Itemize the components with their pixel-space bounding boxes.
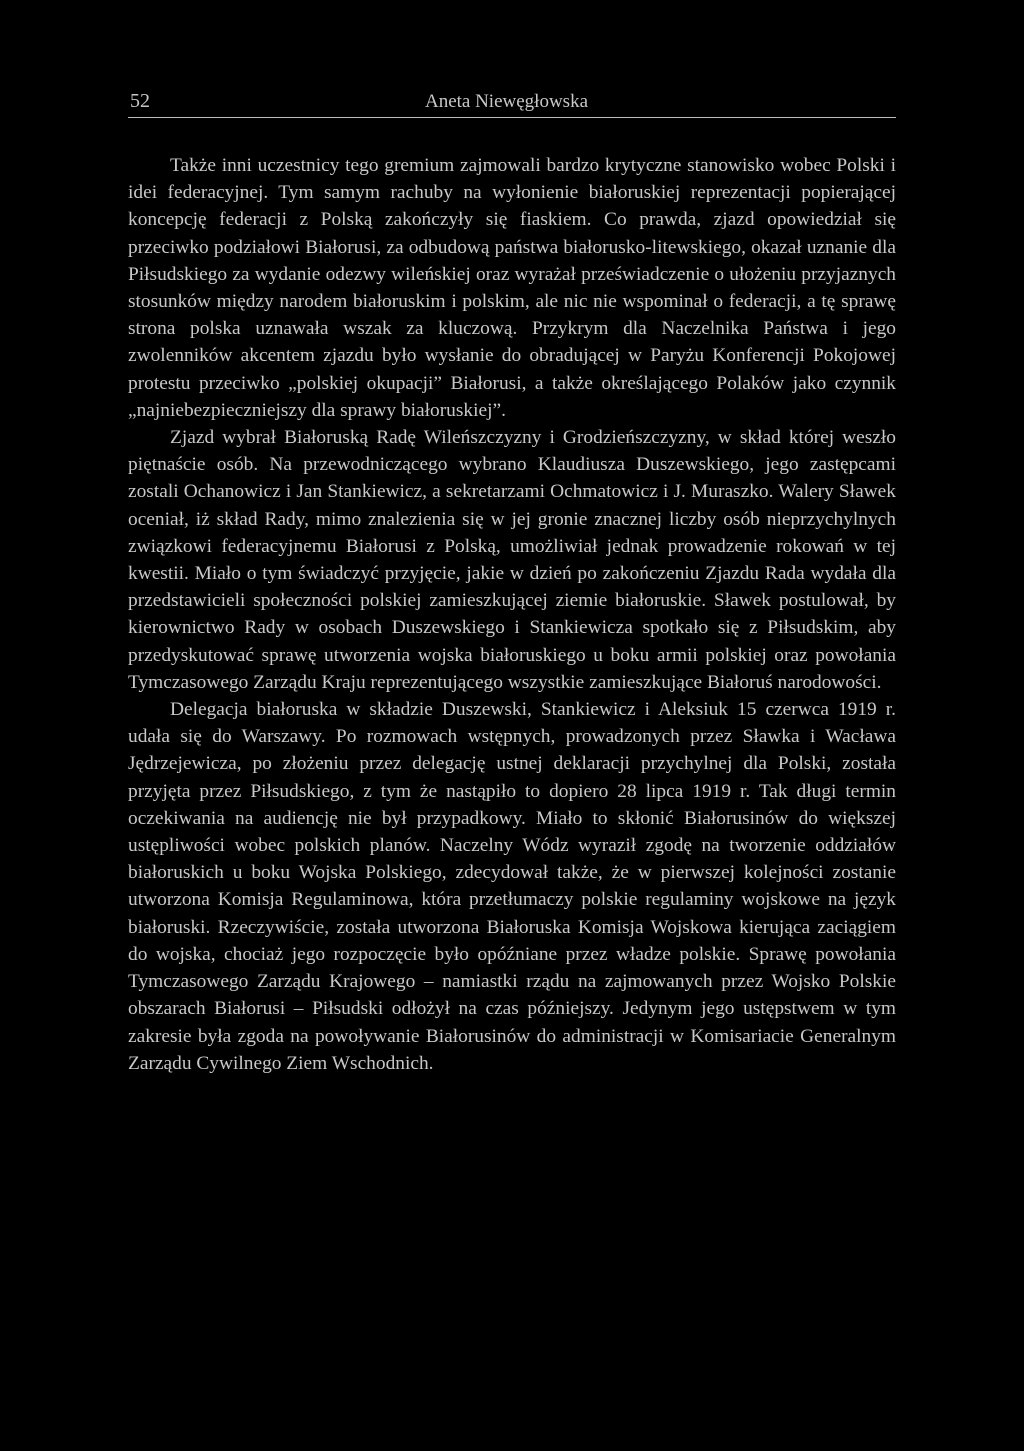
- page-number: 52: [130, 90, 150, 112]
- paragraph-2: Zjazd wybrał Białoruską Radę Wileńszczyzny i Grodzieńszczyzny, w skład której weszło piętnaście osób. Na przewodniczącego wybrano Klaudiusza Duszewskiego, jego zastępcami zostali Ochanowicz i Jan Stankiewicz, a sekretarzami Ochmatowicz i J. Muraszko. Walery Sławek oceniał, iż skład Rady, mimo znalezienia się w jej gronie znacznej liczby osób nieprzychylnych związkowi federacyjnemu Białorusi z Polską, umożliwiał jednak prowadzenie rokowań w tej kwestii. Miało o tym świadczyć przyjęcie, jakie w dzień po zakończeniu Zjazdu Rada wydała dla przedstawicieli społeczności polskiej zamieszkującej ziemie białoruskie. Sławek postulował, by kierownictwo Rady w osobach Duszewskiego i Stankiewicza spotkało się z Piłsudskim, aby przedyskutować sprawę utworzenia wojska białoruskiego u boku armii polskiej oraz powołania Tymczasowego Zarządu Kraju reprezentującego wszystkie zamieszkujące Białoruś narodowości.: [128, 427, 896, 693]
- paragraph-3: Delegacja białoruska w składzie Duszewski, Stankiewicz i Aleksiuk 15 czerwca 1919 r. udała się do Warszawy. Po rozmowach wstępnych, prowadzonych przez Sławka i Wacława Jędrzejewicza, po złożeniu przez delegację ustnej deklaracji przychylnej dla Polski, została przyjęta przez Piłsudskiego, z tym że nastąpiło to dopiero 28 lipca 1919 r. Tak długi termin oczekiwania na audiencję nie był przypadkowy. Miało to skłonić Białorusinów do większej ustępliwości wobec polskich planów. Naczelny Wódz wyraził zgodę na tworzenie oddziałów białoruskich u boku Wojska Polskiego, zdecydował także, że w pierwszej kolejności zostanie utworzona Komisja Regulaminowa, która przetłumaczy polskie regulaminy wojskowe na język białoruski. Rzeczywiście, została utworzona Białoruska Komisja Wojskowa kierująca zaciągiem do wojska, chociaż jego rozpoczęcie było opóźniane przez władze polskie. Sprawę powołania Tymczasowego Zarządu Krajowego – namiastki rządu na zajmowanych przez Wojsko Polskie obszarach Białorusi – Piłsudski odłożył na czas późniejszy. Jedynym jego ustępstwem w tym zakresie była zgoda na powoływanie Białorusinów do administracji w Komisariacie Generalnym Zarządu Cywilnego Ziem Wschodnich.: [128, 699, 896, 1074]
- body-text: [128, 152, 896, 1077]
- running-head: [128, 88, 896, 118]
- running-title: Aneta Niewęgłowska: [424, 91, 588, 112]
- paragraph-1: Także inni uczestnicy tego gremium zajmowali bardzo krytyczne stanowisko wobec Polski i idei federacyjnej. Tym samym rachuby na wyłonienie białoruskiej reprezentacji popierającej koncepcję federacji z Polską zakończyły się fiaskiem. Co prawda, zjazd opowiedział się przeciwko podziałowi Białorusi, za odbudową państwa białorusko-litewskiego, okazał uznanie dla Piłsudskiego za wydanie odezwy wileńskiej oraz wyrażał przeświadczenie o ułożeniu przyjaznych stosunków między narodem białoruskim i polskim, ale nic nie wspominał o federacji, a tę sprawę strona polska uznawała wszak za kluczową. Przykrym dla Naczelnika Państwa i jego zwolenników akcentem zjazdu było wysłanie do obradującej w Paryżu Konferencji Pokojowej protestu przeciwko „polskiej okupacji” Białorusi, a także określającego Polaków jako czynnik „najniebezpieczniejszy dla sprawy białoruskiej”.: [128, 155, 896, 421]
- book-page: [128, 88, 896, 1077]
